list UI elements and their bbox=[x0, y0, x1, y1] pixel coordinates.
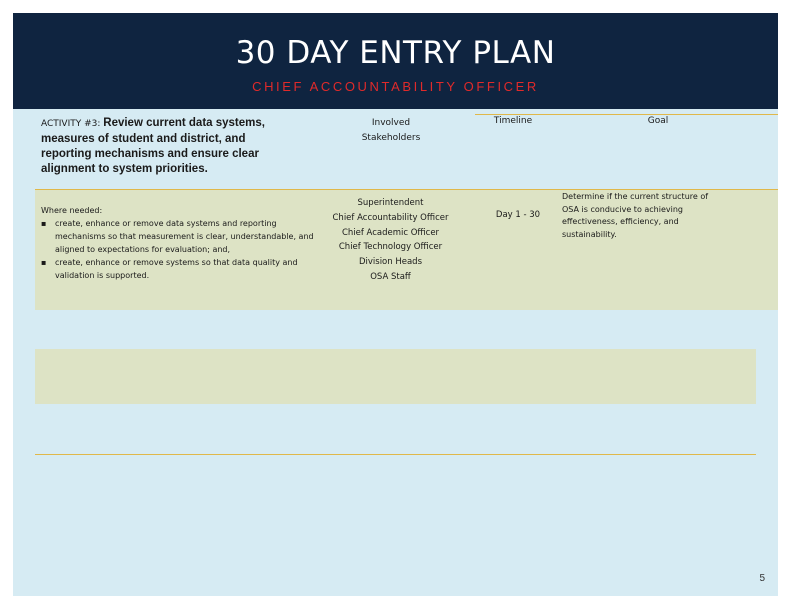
where-needed-block bbox=[41, 204, 319, 282]
where-needed-item: ▪ create, enhance or remove systems so that data quality and validation is supported. bbox=[41, 256, 319, 282]
goal-text: Determine if the current structure of OSA is conducive to achieving effectiveness, efficiency, and sustainability. bbox=[562, 192, 709, 239]
activity-text: Review current data systems, measures of student and district, and reporting mechanisms and ensure clear alignment to system priorities. bbox=[41, 117, 265, 175]
row2-shaded-cell bbox=[35, 349, 756, 404]
column-header-timeline: Timeline bbox=[493, 116, 533, 126]
page-title: 30 DAY ENTRY PLAN bbox=[235, 35, 556, 71]
page-number: 5 bbox=[759, 573, 765, 584]
stakeholder-item: OSA Staff bbox=[370, 271, 411, 282]
stakeholder-item: Chief Technology Officer bbox=[338, 242, 443, 253]
stakeholder-item: Superintendent bbox=[357, 198, 424, 208]
title-banner bbox=[13, 13, 778, 109]
slide bbox=[13, 13, 778, 596]
where-needed-item: ▪ create, enhance or remove data systems and reporting mechanisms so that measurement is clear, understandable, and aligned to expectations for evaluation; and, bbox=[41, 217, 319, 256]
where-needed-heading: Where needed: bbox=[41, 206, 103, 215]
activity-label: ACTIVITY #3: bbox=[41, 119, 104, 129]
table-bottom-border bbox=[35, 454, 756, 455]
where-needed-list bbox=[41, 217, 319, 282]
stakeholders-list bbox=[323, 196, 458, 285]
activity-description bbox=[41, 116, 296, 177]
stakeholder-item: Chief Accountability Officer bbox=[332, 212, 449, 223]
stakeholder-item: Chief Academic Officer bbox=[341, 227, 440, 238]
timeline-value: Day 1 - 30 bbox=[495, 210, 541, 220]
column-header-goal: Goal bbox=[647, 116, 669, 126]
stakeholder-item: Division Heads bbox=[358, 257, 423, 268]
column-header-stakeholders: Involved Stakeholders bbox=[361, 118, 421, 143]
page-subtitle: CHIEF ACCOUNTABILITY OFFICER bbox=[252, 79, 539, 94]
